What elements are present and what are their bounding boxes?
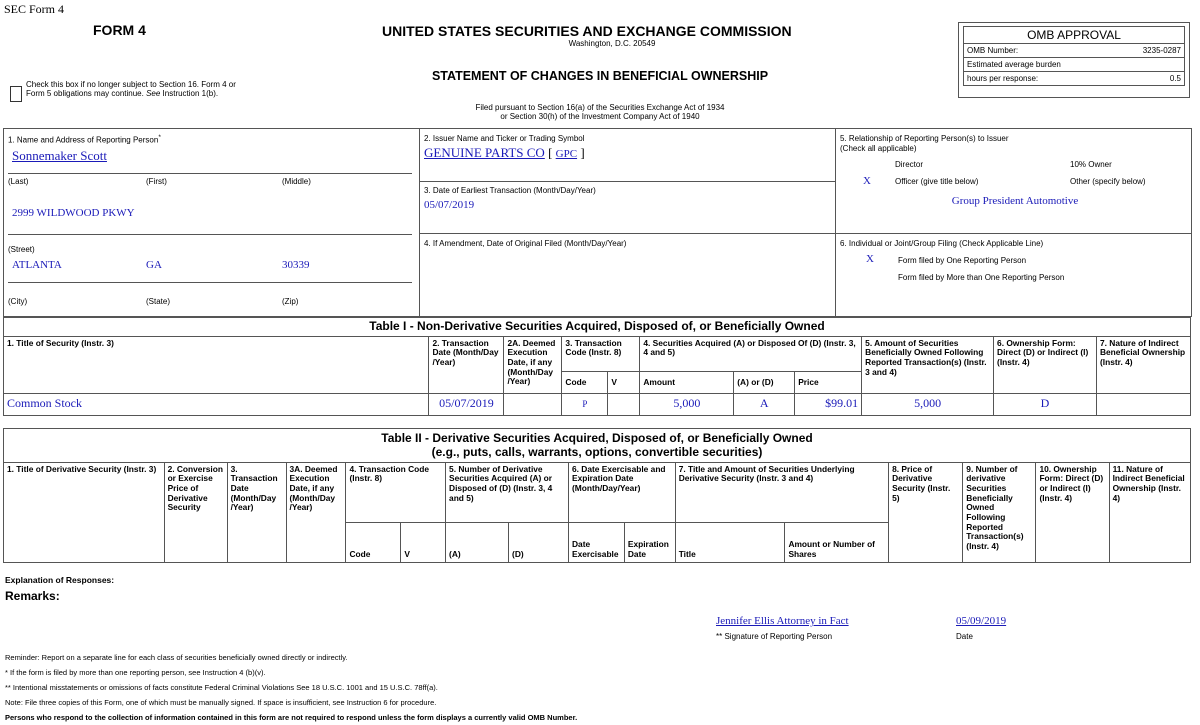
signature-date[interactable]: 05/09/2019 xyxy=(956,615,1007,627)
earliest-transaction-date: 05/07/2019 xyxy=(424,199,475,211)
t2-col-underlying: 7. Title and Amount of Securities Underlying Derivative Security (Instr. 3 and 4) xyxy=(675,462,888,522)
omb-hours-label: hours per response: xyxy=(967,74,1039,83)
t1-col-code: 3. Transaction Code (Instr. 8) xyxy=(562,336,640,372)
zip-label: (Zip) xyxy=(282,297,299,306)
omb-number-label: OMB Number: xyxy=(967,46,1019,55)
ticker-symbol[interactable]: GPC xyxy=(555,148,578,160)
t2-sub-exercisable: Date Exercisable xyxy=(568,522,624,562)
statement-title: STATEMENT OF CHANGES IN BENEFICIAL OWNERSHIP xyxy=(431,69,769,83)
t2-col-price: 8. Price of Derivative Security (Instr. 5) xyxy=(889,462,963,562)
issuer-line xyxy=(424,145,585,161)
remarks-heading: Remarks: xyxy=(5,589,60,603)
zip-value: 30339 xyxy=(282,259,310,271)
officer-check-mark[interactable]: X xyxy=(863,175,871,187)
one-person-option: Form filed by One Reporting Person xyxy=(898,256,1027,265)
t2-col-nature: 11. Nature of Indirect Beneficial Ownership (Instr. 4) xyxy=(1109,462,1190,562)
state-value: GA xyxy=(146,259,162,271)
row-aord: A xyxy=(734,393,795,415)
row-deemed xyxy=(504,393,562,415)
table-2-title: Table II - Derivative Securities Acquired, Disposed of, or Beneficially Owned (e.g., puts, calls, warrants, options, convertible securities) xyxy=(4,429,1191,463)
ten-percent-owner-option: 10% Owner xyxy=(1070,160,1112,169)
reporting-grid xyxy=(3,128,1192,317)
officer-title: Group President Automotive xyxy=(951,195,1079,207)
t1-sub-code: Code xyxy=(562,372,608,393)
t2-sub-expiration: Expiration Date xyxy=(624,522,675,562)
signature-name[interactable]: Jennifer Ellis Attorney in Fact xyxy=(716,615,849,627)
box6-label: 6. Individual or Joint/Group Filing (Check Applicable Line) xyxy=(840,239,1044,248)
t2-sub-amount: Amount or Number of Shares xyxy=(785,522,889,562)
row-date: 05/07/2019 xyxy=(429,393,504,415)
location: Washington, D.C. 20549 xyxy=(568,39,656,48)
director-option: Director xyxy=(895,160,924,169)
t2-col-title: 1. Title of Derivative Security (Instr. 3) xyxy=(4,462,165,562)
box3-label: 3. Date of Earliest Transaction (Month/Day/Year) xyxy=(424,186,596,195)
footnote-omb: Persons who respond to the collection of information contained in this form are not required to respond unless the form displays a currently valid OMB Number. xyxy=(5,713,578,722)
form-name: FORM 4 xyxy=(93,22,146,38)
t1-col-title: 1. Title of Security (Instr. 3) xyxy=(4,336,429,393)
t1-sub-amount: Amount xyxy=(640,372,734,393)
section16-checkbox[interactable] xyxy=(10,86,22,102)
t1-sub-aord: (A) or (D) xyxy=(734,372,795,393)
footnotes xyxy=(5,650,1195,725)
t1-col-acquired: 4. Securities Acquired (A) or Disposed Of (D) (Instr. 3, 4 and 5) xyxy=(640,336,862,372)
t1-col-nature: 7. Nature of Indirect Beneficial Ownership (Instr. 4) xyxy=(1096,336,1190,393)
t2-col-exercisable: 6. Date Exercisable and Expiration Date (Month/Day/Year) xyxy=(568,462,675,522)
checkbox-text: Check this box if no longer subject to Section 16. Form 4 or Form 5 obligations may continue. See Instruction 1(b). xyxy=(26,80,236,99)
ticker-bracket-close: ] xyxy=(580,145,585,160)
officer-option: Officer (give title below) xyxy=(895,177,979,186)
t1-col-owned: 5. Amount of Securities Beneficially Owned Following Reported Transaction(s) (Instr. 3 and 4) xyxy=(862,336,994,393)
footnote-multiple: * If the form is filed by more than one reporting person, see Instruction 4 (b)(v). xyxy=(5,668,266,677)
signature-date-label: Date xyxy=(956,632,973,641)
t2-sub-a: (A) xyxy=(446,522,509,562)
omb-box xyxy=(958,22,1190,98)
t2-col-date: 3. Transaction Date (Month/Day /Year) xyxy=(227,462,286,562)
footnote-misstatements: ** Intentional misstatements or omissions of facts constitute Federal Criminal Violations See 18 U.S.C. 1001 and 15 U.S.C. 78ff(a). xyxy=(5,683,438,692)
street-label: (Street) xyxy=(8,245,35,254)
box1-label: 1. Name and Address of Reporting Person* xyxy=(8,134,161,145)
row-owned: 5,000 xyxy=(862,393,994,415)
last-label: (Last) xyxy=(8,177,29,186)
t2-col-form: 10. Ownership Form: Direct (D) or Indirect (I) (Instr. 4) xyxy=(1036,462,1109,562)
box2-label: 2. Issuer Name and Ticker or Trading Symbol xyxy=(424,134,585,143)
reporting-person-name[interactable]: Sonnemaker Scott xyxy=(12,148,107,163)
box5-label: 5. Relationship of Reporting Person(s) to Issuer (Check all applicable) xyxy=(840,134,1009,153)
one-person-check-mark[interactable]: X xyxy=(866,253,874,265)
row-v xyxy=(608,393,640,415)
omb-hours-value: 0.5 xyxy=(1169,74,1181,83)
explanation-heading: Explanation of Responses: xyxy=(5,575,115,585)
t2-sub-title: Title xyxy=(675,522,785,562)
table-1-title: Table I - Non-Derivative Securities Acquired, Disposed of, or Beneficially Owned xyxy=(4,318,1191,337)
footnote-copies: Note: File three copies of this Form, one of which must be manually signed. If space is insufficient, see Instruction 6 for procedure. xyxy=(5,698,437,707)
table-row xyxy=(4,393,1191,415)
city-label: (City) xyxy=(8,297,28,306)
more-person-option: Form filed by More than One Reporting Person xyxy=(898,273,1065,282)
middle-label: (Middle) xyxy=(282,177,311,186)
other-option: Other (specify below) xyxy=(1070,177,1146,186)
row-amount: 5,000 xyxy=(640,393,734,415)
row-form: D xyxy=(994,393,1097,415)
t2-col-owned: 9. Number of derivative Securities Beneficially Owned Following Reported Transaction(s) (Instr. 4) xyxy=(963,462,1036,562)
table-2 xyxy=(3,428,1191,563)
t2-sub-code: Code xyxy=(346,522,401,562)
box4-label: 4. If Amendment, Date of Original Filed (Month/Day/Year) xyxy=(424,239,627,248)
t2-sub-v: V xyxy=(401,522,446,562)
row-nature xyxy=(1096,393,1190,415)
t2-col-code: 4. Transaction Code (Instr. 8) xyxy=(346,462,446,522)
row-security: Common Stock xyxy=(4,393,429,415)
state-label: (State) xyxy=(146,297,171,306)
row-price: $99.01 xyxy=(795,393,862,415)
t2-col-conversion: 2. Conversion or Exercise Price of Derivative Security xyxy=(164,462,227,562)
omb-burden-label: Estimated average burden xyxy=(964,58,1184,72)
street-address: 2999 WILDWOOD PKWY xyxy=(12,207,135,219)
ticker-bracket-open: [ xyxy=(548,145,553,160)
t2-sub-d: (D) xyxy=(509,522,569,562)
row-code: P xyxy=(562,393,608,415)
t1-col-deemed: 2A. Deemed Execution Date, if any (Month/Day /Year) xyxy=(504,336,562,393)
city-value: ATLANTA xyxy=(12,259,62,271)
commission-title: UNITED STATES SECURITIES AND EXCHANGE COMMISSION xyxy=(382,23,792,39)
t2-col-number: 5. Number of Derivative Securities Acquired (A) or Disposed of (D) (Instr. 3, 4 and 5) xyxy=(446,462,569,522)
footnote-reminder: Reminder: Report on a separate line for each class of securities beneficially owned directly or indirectly. xyxy=(5,653,348,662)
signature-label: ** Signature of Reporting Person xyxy=(716,632,833,641)
omb-title: OMB APPROVAL xyxy=(963,26,1185,43)
t1-sub-price: Price xyxy=(795,372,862,393)
first-label: (First) xyxy=(146,177,167,186)
top-label: SEC Form 4 xyxy=(4,2,65,16)
issuer-name[interactable]: GENUINE PARTS CO xyxy=(424,145,545,160)
t1-sub-v: V xyxy=(608,372,640,393)
filed-pursuant: Filed pursuant to Section 16(a) of the Securities Exchange Act of 1934 or Section 30(h) of the Investment Company Act of 1940 xyxy=(475,103,725,122)
omb-number-value: 3235-0287 xyxy=(1142,46,1181,55)
t1-col-date: 2. Transaction Date (Month/Day /Year) xyxy=(429,336,504,393)
t1-col-form: 6. Ownership Form: Direct (D) or Indirect (I) (Instr. 4) xyxy=(994,336,1097,393)
t2-col-deemed: 3A. Deemed Execution Date, if any (Month/Day /Year) xyxy=(286,462,346,562)
table-1 xyxy=(3,317,1191,416)
